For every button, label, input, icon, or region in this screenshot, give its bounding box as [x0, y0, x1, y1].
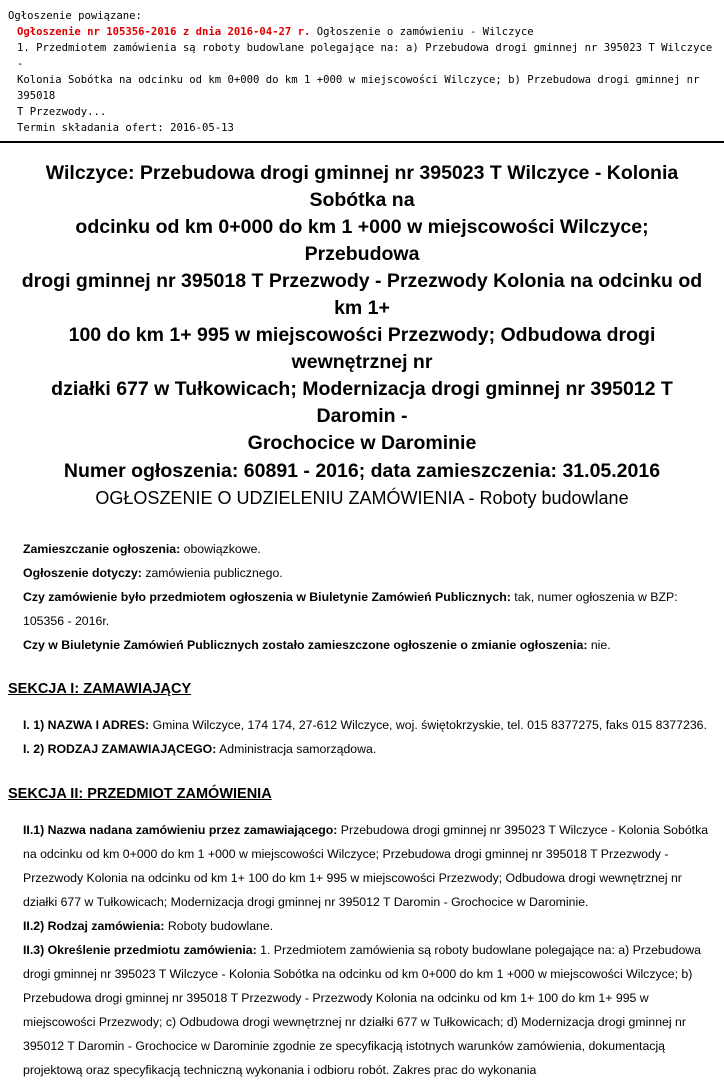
related-desc-line: T Przezwody...: [17, 106, 107, 118]
related-notice: [0, 0, 724, 136]
section-2-desc-value: 1. Przedmiotem zamówienia są roboty budowlane polegające na: a) Przebudowa drogi gminnej nr 395023 T Wilczyce - Kolonia Sobótka na odcinku od km 0+000 do km 1 +000 w miejscowości Wilczyce; b) Przebudowa drogi gminnej nr 395018 T Przezwody - Przezwody Kolonia na odcinku od km 1+ 100 do km 1+ 995 w miejscowości Przezwody; c) Odbudowa drogi wewnętrznej nr działki 677 w Tułkowicach; d) Modernizacja drogi gminnej nr 395012 T Daromin - Grochocice w Darominie zgodnie ze specyfikacją istotnych warunków zamówienia, dokumentacją projektową oraz specyfikacją techniczną wykonania i odbioru robót. Zakres prac do wykonania: [23, 943, 702, 1077]
related-link-suffix: Ogłoszenie o zamówieniu - Wilczyce: [310, 26, 534, 38]
section-2-kind: [23, 914, 714, 938]
meta-bzp: [23, 585, 710, 633]
title-line: drogi gminnej nr 395018 T Przezwody - Przezwody Kolonia na odcinku od km 1+: [21, 270, 703, 319]
related-desc-line: Kolonia Sobótka na odcinku od km 0+000 do km 1 +000 w miejscowości Wilczyce; b) Przebudowa drogi gminnej nr 395018: [17, 74, 700, 102]
related-deadline: Termin składania ofert: 2016-05-13: [17, 122, 234, 134]
section-2-name-value: Przebudowa drogi gminnej nr 395023 T Wilczyce - Kolonia Sobótka na odcinku od km 0+000 do km 1 +000 w miejscowości Wilczyce; Przebudowa drogi gminnej nr 395018 T Przezwody - Przezwody Kolonia na odcinku od km 1+ 100 do km 1+ 995 w miejscowości Przezwody; Odbudowa drogi wewnętrznej nr działki 677 w Tułkowicach; Modernizacja drogi gminnej nr 395012 T Daromin - Grochocice w Darominie.: [23, 823, 709, 909]
section-2-kind-value: Roboty budowlane.: [164, 919, 274, 933]
section-1-name-address: [23, 713, 714, 737]
section-1-name-value: Gmina Wilczyce, 174 174, 27-612 Wilczyce, woj. świętokrzyskie, tel. 015 8377275, faks 015 8377236.: [149, 718, 707, 732]
section-1-type: [23, 737, 714, 761]
header-divider: [0, 141, 724, 143]
title-line: Grochocice w Darominie: [247, 432, 477, 454]
section-2-name: [23, 818, 714, 914]
title-line: działki 677 w Tułkowicach; Modernizacja drogi gminnej nr 395012 T Daromin -: [51, 378, 673, 427]
title-line: odcinku od km 0+000 do km 1 +000 w miejscowości Wilczyce; Przebudowa: [75, 216, 649, 265]
meta-bzp-label: Czy zamówienie było przedmiotem ogłoszenia w Biuletynie Zamówień Publicznych:: [23, 590, 511, 604]
related-desc-line: 1. Przedmiotem zamówienia są roboty budowlane polegające na: a) Przebudowa drogi gminnej nr 395023 T Wilczyce -: [17, 42, 713, 70]
section-2-body: [23, 818, 714, 1082]
related-label: Ogłoszenie powiązane:: [8, 10, 142, 22]
section-1-type-value: Administracja samorządowa.: [216, 742, 377, 756]
meta-placement-label: Zamieszczanie ogłoszenia:: [23, 542, 181, 556]
meta-placement-value: obowiązkowe.: [180, 542, 261, 556]
section-2-description: [23, 938, 714, 1082]
title-line: Wilczyce: Przebudowa drogi gminnej nr 395023 T Wilczyce - Kolonia Sobótka na: [45, 162, 679, 211]
notice-subtitle: OGŁOSZENIE O UDZIELENIU ZAMÓWIENIA - Roboty budowlane: [95, 488, 629, 508]
notice-number: Numer ogłoszenia: 60891 - 2016; data zamieszczenia: 31.05.2016: [63, 460, 661, 482]
meta-concerns-label: Ogłoszenie dotyczy:: [23, 566, 142, 580]
related-link-line: [17, 24, 724, 40]
section-1-name-label: I. 1) NAZWA I ADRES:: [23, 718, 150, 732]
related-details: [17, 24, 724, 136]
related-notice-link[interactable]: Ogłoszenie nr 105356-2016 z dnia 2016-04-27 r.: [17, 26, 311, 38]
notice-meta: [23, 537, 710, 657]
meta-bzp-value: tak, numer ogłoszenia w BZP: 105356 - 2016r.: [23, 590, 678, 628]
title-line: 100 do km 1+ 995 w miejscowości Przezwody; Odbudowa drogi wewnętrznej nr: [68, 324, 656, 373]
meta-concerns: [23, 561, 710, 585]
section-1-body: [23, 713, 714, 761]
section-1-heading: SEKCJA I: ZAMAWIAJĄCY: [8, 681, 192, 697]
meta-placement: [23, 537, 710, 561]
meta-change-label: Czy w Biuletynie Zamówień Publicznych zostało zamieszczone ogłoszenie o zmianie ogłoszenia:: [23, 638, 588, 652]
meta-concerns-value: zamówienia publicznego.: [141, 566, 283, 580]
page-title: [18, 160, 706, 457]
meta-change-value: nie.: [587, 638, 611, 652]
notice-title-block: [18, 160, 706, 510]
section-2-kind-label: II.2) Rodzaj zamówienia:: [23, 919, 165, 933]
section-2-name-label: II.1) Nazwa nadana zamówieniu przez zamawiającego:: [23, 823, 338, 837]
section-2-desc-label: II.3) Określenie przedmiotu zamówienia:: [23, 943, 257, 957]
meta-change: [23, 633, 710, 657]
section-1-type-label: I. 2) RODZAJ ZAMAWIAJĄCEGO:: [23, 742, 217, 756]
section-2-heading: SEKCJA II: PRZEDMIOT ZAMÓWIENIA: [8, 786, 272, 802]
